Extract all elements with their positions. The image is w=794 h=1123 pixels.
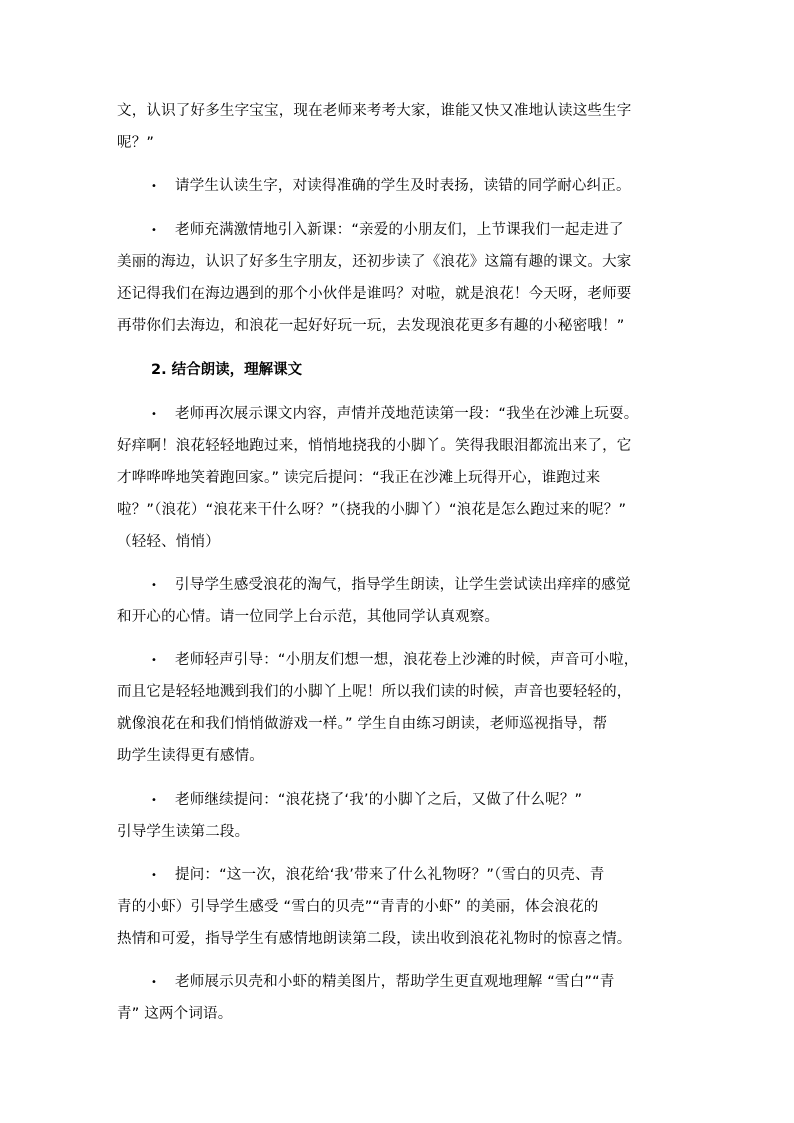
paragraph-line: 引导学生读第二段。 bbox=[117, 824, 250, 840]
bullet-icon: • bbox=[151, 580, 157, 591]
paragraph-line: 老师再次展示课文内容，声情并茂地范读第一段：“我坐在沙滩上玩耍。 bbox=[175, 406, 639, 422]
paragraph-line: 老师继续提问：“浪花挠了‘我’的小脚丫之后，又做了什么呢？” bbox=[175, 792, 583, 808]
paragraph-line: 好痒啊！浪花轻轻地跑过来，悄悄地挠我的小脚丫。笑得我眼泪都流出来了，它 bbox=[117, 438, 632, 454]
paragraph-line: 助学生读得更有感情。 bbox=[117, 748, 264, 764]
paragraph-line: 老师展示贝壳和小虾的精美图片，帮助学生更直观地理解 “雪白”“青 bbox=[175, 974, 615, 990]
bullet-icon: • bbox=[151, 977, 157, 988]
paragraph-line: 就像浪花在和我们悄悄做游戏一样。” 学生自由练习朗读，老师巡视指导，帮 bbox=[117, 716, 608, 732]
bullet-icon: • bbox=[151, 181, 157, 192]
bullet-icon: • bbox=[151, 655, 157, 666]
paragraph-line: 老师轻声引导：“小朋友们想一想，浪花卷上沙滩的时候，声音可小啦， bbox=[175, 652, 639, 668]
section-heading: 2. 结合朗读，理解课文 bbox=[151, 362, 303, 378]
bullet-icon: • bbox=[151, 409, 157, 420]
paragraph-line: 老师充满激情地引入新课：“亲爱的小朋友们，上节课我们一起走进了 bbox=[175, 222, 624, 238]
paragraph-line: 呢？” bbox=[117, 135, 155, 151]
bullet-icon: • bbox=[151, 795, 157, 806]
bullet-icon: • bbox=[151, 225, 157, 236]
bullet-icon: • bbox=[151, 870, 157, 881]
paragraph-line: 而且它是轻轻地溅到我们的小脚丫上呢！所以我们读的时候，声音也要轻轻的， bbox=[117, 684, 632, 700]
paragraph-line: 青的小虾）引导学生感受 “雪白的贝壳”“青青的小虾” 的美丽，体会浪花的 bbox=[117, 899, 599, 915]
paragraph-line: 青” 这两个词语。 bbox=[117, 1006, 233, 1022]
paragraph-line: 提问：“这一次，浪花给‘我’带来了什么礼物呀？”（雪白的贝壳、青 bbox=[175, 867, 605, 883]
paragraph-line: 请学生认读生字，对读得准确的学生及时表扬，读错的同学耐心纠正。 bbox=[175, 178, 631, 194]
paragraph-line: 还记得我们在海边遇到的那个小伙伴是谁吗？对啦，就是浪花！今天呀，老师要 bbox=[117, 286, 632, 302]
paragraph-line: 才哗哗哗地笑着跑回家。” 读完后提问：“我正在沙滩上玩得开心，谁跑过来 bbox=[117, 470, 601, 486]
paragraph-line: （轻轻、悄悄） bbox=[117, 534, 220, 550]
paragraph-line: 文，认识了好多生字宝宝，现在老师来考考大家，谁能又快又准地认读这些生字 bbox=[117, 103, 632, 119]
paragraph-line: 再带你们去海边，和浪花一起好好玩一玩，去发现浪花更多有趣的小秘密哦！” bbox=[117, 318, 625, 334]
paragraph-line: 啦？”（浪花）“浪花来干什么呀？”（挠我的小脚丫）“浪花是怎么跑过来的呢？” bbox=[117, 502, 627, 518]
paragraph-line: 美丽的海边，认识了好多生字朋友，还初步读了《浪花》这篇有趣的课文。大家 bbox=[117, 254, 632, 270]
paragraph-line: 和开心的心情。请一位同学上台示范，其他同学认真观察。 bbox=[117, 609, 500, 625]
paragraph-line: 引导学生感受浪花的淘气，指导学生朗读，让学生尝试读出痒痒的感觉 bbox=[175, 577, 631, 593]
paragraph-line: 热情和可爱，指导学生有感情地朗读第二段，读出收到浪花礼物时的惊喜之情。 bbox=[117, 931, 632, 947]
